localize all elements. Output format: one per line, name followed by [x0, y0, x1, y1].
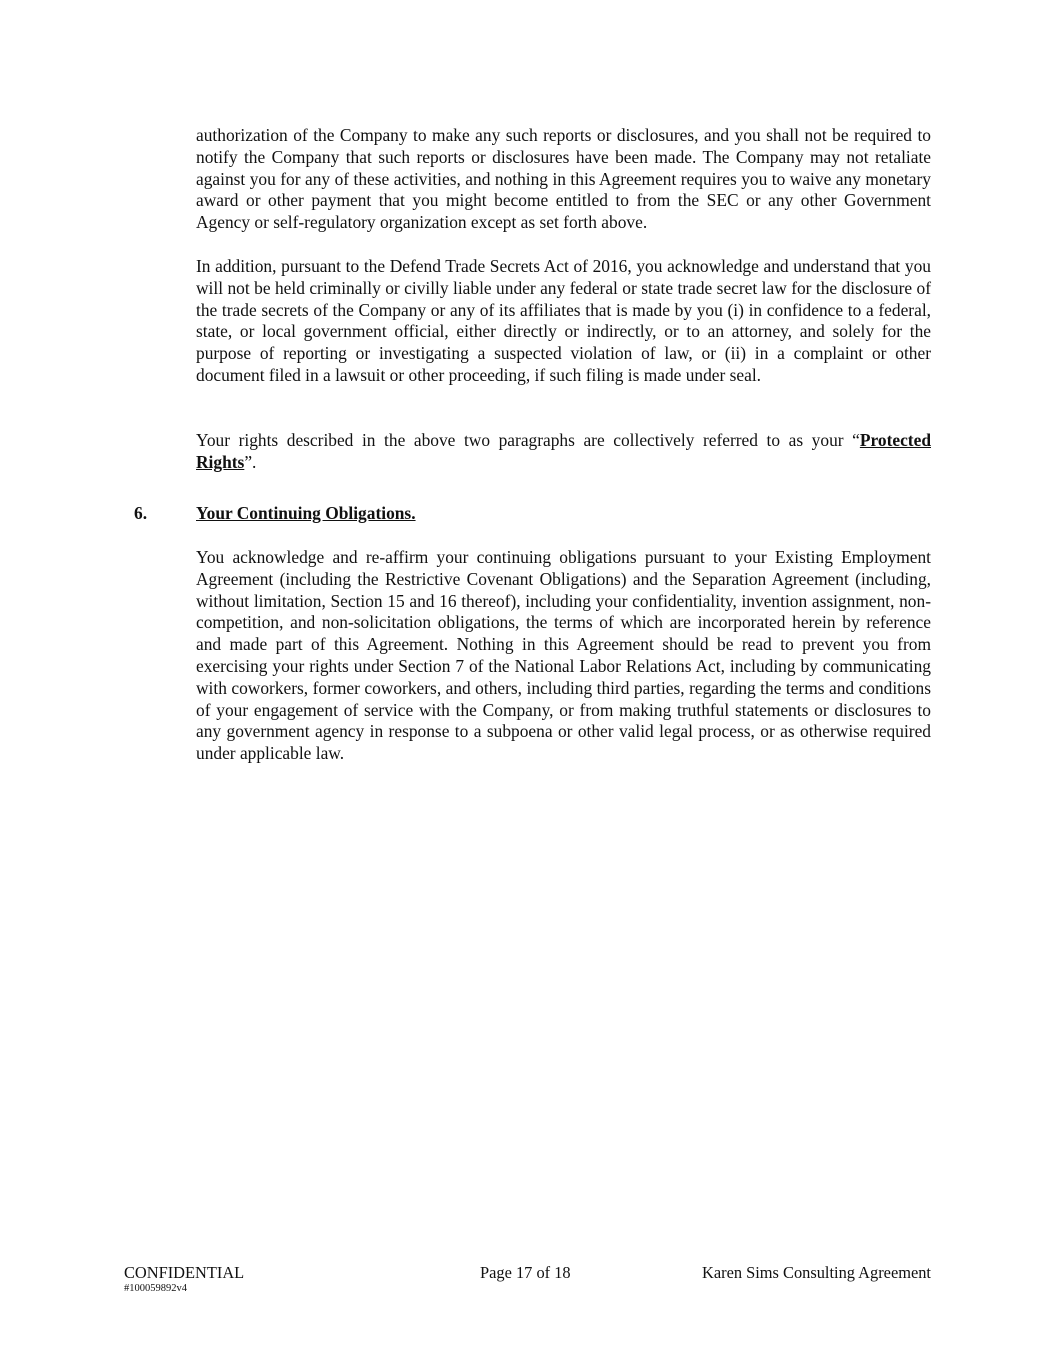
protected-rights-lead-text: Your rights described in the above two paragraphs are collectively referred to as your “ [196, 430, 860, 450]
protected-rights-term: Protected Rights [196, 430, 931, 472]
paragraph-reporting-rights: authorization of the Company to make any such reports or disclosures, and you shall not be required to notify the Company that such reports or disclosures have been made. The Company may not retaliate against you for any of these activities, and nothing in this Agreement requires you to waive any monetary award or other payment that you might become entitled to from the SEC or any other Government Agency or self-regulatory organization except as set forth above. [196, 125, 931, 233]
page-footer [124, 1263, 931, 1285]
document-id: #100059892v4 [124, 1283, 187, 1294]
protected-rights-tail-text: ”. [244, 451, 257, 472]
paragraph-protected-rights [196, 430, 931, 474]
footer-confidential-label: CONFIDENTIAL [124, 1263, 245, 1282]
footer-document-title: Karen Sims Consulting Agreement [702, 1263, 931, 1282]
paragraph-defend-trade-secrets: In addition, pursuant to the Defend Trade Secrets Act of 2016, you acknowledge and understand that you will not be held criminally or civilly liable under any federal or state trade secret law for the disclosure of the trade secrets of the Company or any of its affiliates that is made by you (i) in confidence to a federal, state, or local government official, either directly or indirectly, or to an attorney, and solely for the purpose of reporting or investigating a suspected violation of law, or (ii) in a complaint or other document filed in a lawsuit or other proceeding, if such filing is made under seal. [196, 256, 931, 385]
paragraph-continuing-obligations: You acknowledge and re-affirm your continuing obligations pursuant to your Existing Employment Agreement (including the Restrictive Covenant Obligations) and the Separation Agreement (including, without limitation, Section 15 and 16 thereof), including your confidentiality, invention assignment, non-competition, and non-solicitation obligations, the terms of which are incorporated herein by reference and made part of this Agreement. Nothing in this Agreement should be read to prevent you from exercising your rights under Section 7 of the National Labor Relations Act, including by communicating with coworkers, former coworkers, and others, including third parties, regarding the terms and conditions of your engagement of service with the Company, or from making truthful statements or disclosures to any government agency in response to a subpoena or other valid legal process, or as otherwise required under applicable law. [196, 547, 931, 764]
footer-page-number: Page 17 of 18 [480, 1263, 571, 1282]
section-number: 6. [134, 503, 148, 523]
section-title: Your Continuing Obligations. [196, 503, 416, 523]
